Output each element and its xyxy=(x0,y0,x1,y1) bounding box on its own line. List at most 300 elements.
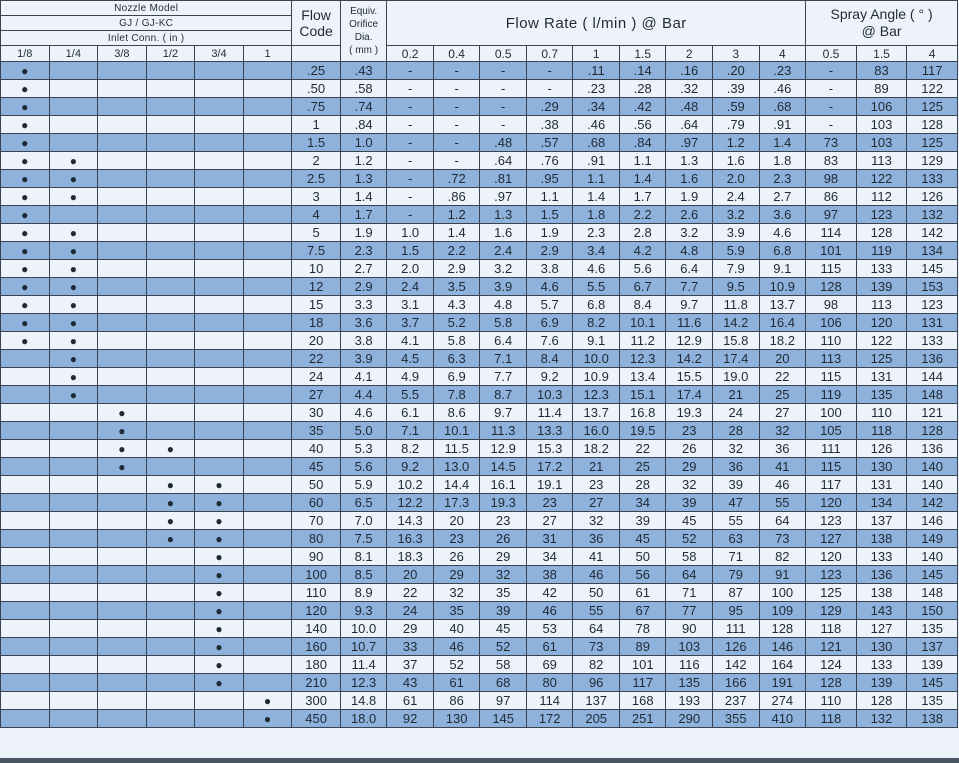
availability-dot-icon: ● xyxy=(69,262,77,276)
orifice-dia-cell: 2.9 xyxy=(340,278,387,296)
flow-rate-cell: 1.0 xyxy=(387,224,434,242)
table-row xyxy=(1,80,958,98)
spray-angle-cell: - xyxy=(806,98,857,116)
spray-angle-cell: 110 xyxy=(806,692,857,710)
inlet-cell xyxy=(243,710,292,728)
availability-dot-icon: ● xyxy=(215,478,223,492)
flow-rate-cell: 1.2 xyxy=(712,134,759,152)
inlet-cell xyxy=(49,404,98,422)
flow-rate-cell: 38 xyxy=(526,566,573,584)
availability-dot-icon: ● xyxy=(21,298,29,312)
orifice-dia-cell: 7.0 xyxy=(340,512,387,530)
flow-rate-cell: 2.0 xyxy=(387,260,434,278)
inlet-cell xyxy=(98,188,147,206)
flow-pressure-header: 2 xyxy=(666,46,713,62)
flow-code-cell: 22 xyxy=(292,350,341,368)
spray-angle-cell: 128 xyxy=(806,278,857,296)
flow-rate-cell: 61 xyxy=(433,674,480,692)
inlet-cell xyxy=(146,458,195,476)
inlet-cell xyxy=(146,494,195,512)
flow-rate-cell: 20 xyxy=(759,350,806,368)
spray-angle-cell: 100 xyxy=(806,404,857,422)
table-row xyxy=(1,368,958,386)
flow-rate-cell: 58 xyxy=(666,548,713,566)
inlet-cell xyxy=(49,152,98,170)
spray-angle-cell: - xyxy=(806,80,857,98)
flow-rate-cell: 142 xyxy=(712,656,759,674)
inlet-cell xyxy=(49,206,98,224)
orifice-dia-cell: 4.4 xyxy=(340,386,387,404)
flow-rate-cell: 61 xyxy=(387,692,434,710)
inlet-cell xyxy=(195,386,244,404)
flow-rate-cell: 1.1 xyxy=(526,188,573,206)
flow-rate-cell: 2.2 xyxy=(433,242,480,260)
availability-dot-icon: ● xyxy=(21,154,29,168)
flow-rate-cell: 100 xyxy=(759,584,806,602)
spray-angle-cell: 103 xyxy=(856,134,907,152)
inlet-cell xyxy=(243,278,292,296)
inlet-cell xyxy=(195,260,244,278)
flow-code-cell: 15 xyxy=(292,296,341,314)
spray-angle-cell: 121 xyxy=(806,638,857,656)
inlet-cell xyxy=(146,602,195,620)
flow-rate-cell: .95 xyxy=(526,170,573,188)
flow-rate-cell: - xyxy=(387,152,434,170)
spray-angle-cell: 111 xyxy=(806,440,857,458)
flow-rate-cell: 41 xyxy=(759,458,806,476)
availability-dot-icon: ● xyxy=(21,136,29,150)
inlet-cell xyxy=(195,206,244,224)
availability-dot-icon: ● xyxy=(215,568,223,582)
spray-angle-cell: 133 xyxy=(907,332,958,350)
inlet-cell xyxy=(243,458,292,476)
orifice-dia-cell: .74 xyxy=(340,98,387,116)
availability-dot-icon: ● xyxy=(69,298,77,312)
inlet-size-header: 1/2 xyxy=(146,46,195,62)
flow-rate-cell: 92 xyxy=(387,710,434,728)
pressure-header-row xyxy=(1,46,958,62)
flow-pressure-header: 0.5 xyxy=(480,46,527,62)
inlet-cell xyxy=(195,530,244,548)
inlet-cell xyxy=(98,242,147,260)
inlet-cell xyxy=(146,476,195,494)
table-row xyxy=(1,134,958,152)
flow-rate-cell: - xyxy=(526,80,573,98)
inlet-cell xyxy=(1,80,50,98)
flow-rate-cell: 1.6 xyxy=(712,152,759,170)
angle-pressure-header: 0.5 xyxy=(806,46,857,62)
flow-rate-cell: 290 xyxy=(666,710,713,728)
flow-rate-cell: 43 xyxy=(387,674,434,692)
flow-code-cell: 5 xyxy=(292,224,341,242)
flow-rate-cell: 4.6 xyxy=(526,278,573,296)
flow-rate-cell: 6.3 xyxy=(433,350,480,368)
flow-rate-cell: - xyxy=(480,116,527,134)
flow-rate-cell: - xyxy=(433,116,480,134)
inlet-cell xyxy=(49,350,98,368)
availability-dot-icon: ● xyxy=(215,640,223,654)
orifice-dia-cell: .43 xyxy=(340,62,387,80)
spray-angle-cell: 119 xyxy=(806,386,857,404)
flow-rate-cell: 39 xyxy=(712,476,759,494)
flow-rate-cell: 50 xyxy=(573,584,620,602)
equiv-line2: Orifice xyxy=(349,19,379,30)
flow-rate-cell: 11.5 xyxy=(433,440,480,458)
flow-rate-cell: - xyxy=(433,62,480,80)
flow-rate-cell: 45 xyxy=(480,620,527,638)
inlet-cell xyxy=(1,512,50,530)
flow-rate-cell: 2.4 xyxy=(712,188,759,206)
flow-rate-cell: 46 xyxy=(759,476,806,494)
inlet-cell xyxy=(98,206,147,224)
inlet-cell xyxy=(195,242,244,260)
flow-rate-cell: 205 xyxy=(573,710,620,728)
inlet-cell xyxy=(98,692,147,710)
flow-rate-cell: 3.1 xyxy=(387,296,434,314)
flow-rate-cell: 1.4 xyxy=(619,170,666,188)
inlet-cell xyxy=(49,530,98,548)
inlet-cell xyxy=(146,422,195,440)
flow-pressure-header: 4 xyxy=(759,46,806,62)
inlet-cell xyxy=(146,296,195,314)
inlet-cell xyxy=(98,224,147,242)
spray-angle-cell: 112 xyxy=(856,188,907,206)
spray-angle-cell: 138 xyxy=(856,530,907,548)
inlet-cell xyxy=(146,548,195,566)
inlet-cell xyxy=(195,134,244,152)
orifice-dia-cell: 1.3 xyxy=(340,170,387,188)
flow-rate-cell: 73 xyxy=(759,530,806,548)
flow-rate-cell: 56 xyxy=(619,566,666,584)
inlet-cell xyxy=(49,80,98,98)
flow-rate-cell: 4.1 xyxy=(387,332,434,350)
flow-rate-cell: 27 xyxy=(526,512,573,530)
flow-rate-cell: 2.8 xyxy=(619,224,666,242)
spray-angle-cell: 129 xyxy=(907,152,958,170)
spray-angle-cell: 131 xyxy=(907,314,958,332)
flow-rate-cell: 1.5 xyxy=(387,242,434,260)
flow-code-cell: 160 xyxy=(292,638,341,656)
availability-dot-icon: ● xyxy=(215,604,223,618)
inlet-cell xyxy=(1,152,50,170)
spray-angle-cell: 113 xyxy=(806,350,857,368)
inlet-cell xyxy=(49,260,98,278)
flow-rate-cell: 18.3 xyxy=(387,548,434,566)
spray-angle-cell: 131 xyxy=(856,368,907,386)
inlet-cell xyxy=(49,98,98,116)
spray-angle-cell: 125 xyxy=(907,98,958,116)
inlet-cell xyxy=(146,116,195,134)
flow-rate-cell: .46 xyxy=(759,80,806,98)
inlet-cell xyxy=(1,422,50,440)
inlet-cell xyxy=(243,116,292,134)
availability-dot-icon: ● xyxy=(69,370,77,384)
flow-rate-cell: 1.6 xyxy=(666,170,713,188)
inlet-cell xyxy=(243,566,292,584)
orifice-dia-cell: 10.7 xyxy=(340,638,387,656)
inlet-cell xyxy=(195,602,244,620)
flow-rate-cell: 6.4 xyxy=(666,260,713,278)
inlet-cell xyxy=(146,152,195,170)
table-row xyxy=(1,224,958,242)
availability-dot-icon: ● xyxy=(21,82,29,96)
table-row xyxy=(1,116,958,134)
spray-angle-cell: 145 xyxy=(907,566,958,584)
spray-angle-cell: 135 xyxy=(856,386,907,404)
flow-rate-cell: 4.3 xyxy=(433,296,480,314)
flow-rate-cell: 11.2 xyxy=(619,332,666,350)
inlet-cell xyxy=(195,656,244,674)
angle-pressure-header: 4 xyxy=(907,46,958,62)
table-row xyxy=(1,62,958,80)
flow-rate-cell: 36 xyxy=(573,530,620,548)
spray-angle-cell: 135 xyxy=(907,692,958,710)
inlet-cell xyxy=(1,656,50,674)
inlet-cell xyxy=(49,476,98,494)
flow-rate-cell: 13.7 xyxy=(759,296,806,314)
models-label: GJ / GJ-KC xyxy=(1,16,292,31)
inlet-cell xyxy=(98,134,147,152)
inlet-cell xyxy=(1,674,50,692)
inlet-cell xyxy=(1,332,50,350)
flow-rate-cell: 128 xyxy=(759,620,806,638)
flow-rate-cell: 1.3 xyxy=(480,206,527,224)
flow-rate-cell: .39 xyxy=(712,80,759,98)
flow-code-cell: 3 xyxy=(292,188,341,206)
inlet-cell xyxy=(195,440,244,458)
spray-angle-cell: 127 xyxy=(806,530,857,548)
flow-code-cell: .75 xyxy=(292,98,341,116)
inlet-cell xyxy=(243,602,292,620)
flow-rate-cell: 29 xyxy=(666,458,713,476)
orifice-dia-cell: 18.0 xyxy=(340,710,387,728)
spray-angle-cell: 106 xyxy=(856,98,907,116)
inlet-cell xyxy=(49,314,98,332)
table-row xyxy=(1,260,958,278)
flow-rate-cell: 23 xyxy=(573,476,620,494)
availability-dot-icon: ● xyxy=(69,244,77,258)
flow-rate-cell: 46 xyxy=(526,602,573,620)
inlet-cell xyxy=(146,674,195,692)
flow-rate-cell: - xyxy=(480,80,527,98)
flow-rate-cell: 16.1 xyxy=(480,476,527,494)
availability-dot-icon: ● xyxy=(21,334,29,348)
flow-pressure-header: 0.4 xyxy=(433,46,480,62)
flow-rate-cell: .32 xyxy=(666,80,713,98)
flow-rate-cell: 17.4 xyxy=(712,350,759,368)
flow-rate-cell: 15.1 xyxy=(619,386,666,404)
availability-dot-icon: ● xyxy=(69,190,77,204)
flow-code-cell: .25 xyxy=(292,62,341,80)
spray-angle-cell: 137 xyxy=(856,512,907,530)
inlet-cell xyxy=(243,296,292,314)
inlet-cell xyxy=(1,134,50,152)
table-row xyxy=(1,404,958,422)
spray-angle-cell: 132 xyxy=(856,710,907,728)
inlet-cell xyxy=(98,620,147,638)
flow-rate-cell: 146 xyxy=(759,638,806,656)
orifice-dia-cell: 3.3 xyxy=(340,296,387,314)
flow-code-cell: 2.5 xyxy=(292,170,341,188)
flow-rate-cell: .46 xyxy=(573,116,620,134)
table-row xyxy=(1,476,958,494)
flow-rate-cell: 12.9 xyxy=(480,440,527,458)
table-row xyxy=(1,494,958,512)
inlet-cell xyxy=(195,188,244,206)
orifice-dia-cell: 11.4 xyxy=(340,656,387,674)
flow-rate-cell: .68 xyxy=(573,134,620,152)
flow-rate-cell: 7.1 xyxy=(480,350,527,368)
flow-rate-cell: 9.1 xyxy=(759,260,806,278)
spray-angle-cell: 139 xyxy=(856,278,907,296)
flow-rate-cell: 17.4 xyxy=(666,386,713,404)
spray-angle-cell: 135 xyxy=(907,620,958,638)
spray-angle-cell: 120 xyxy=(806,548,857,566)
inlet-cell xyxy=(146,512,195,530)
spray-angle-cell: 128 xyxy=(856,692,907,710)
inlet-cell xyxy=(49,638,98,656)
flow-rate-cell: 33 xyxy=(387,638,434,656)
orifice-dia-cell: 1.7 xyxy=(340,206,387,224)
flow-rate-cell: 52 xyxy=(666,530,713,548)
inlet-cell xyxy=(1,476,50,494)
spray-angle-cell: 115 xyxy=(806,368,857,386)
flow-rate-cell: - xyxy=(387,62,434,80)
inlet-cell xyxy=(243,350,292,368)
inlet-cell xyxy=(98,80,147,98)
flow-rate-cell: 68 xyxy=(480,674,527,692)
availability-dot-icon: ● xyxy=(21,208,29,222)
orifice-dia-cell: 5.9 xyxy=(340,476,387,494)
flow-rate-cell: 61 xyxy=(619,584,666,602)
availability-dot-icon: ● xyxy=(215,496,223,510)
flow-rate-cell: .91 xyxy=(759,116,806,134)
inlet-conn-label: Inlet Conn. ( in ) xyxy=(1,31,292,46)
flow-rate-cell: 18.2 xyxy=(573,440,620,458)
inlet-cell xyxy=(146,98,195,116)
table-body xyxy=(1,62,958,728)
inlet-cell xyxy=(243,404,292,422)
table-row xyxy=(1,566,958,584)
flow-rate-cell: .84 xyxy=(619,134,666,152)
spray-angle-cell: 140 xyxy=(907,458,958,476)
orifice-dia-cell: 4.6 xyxy=(340,404,387,422)
flow-rate-cell: - xyxy=(433,152,480,170)
availability-dot-icon: ● xyxy=(118,406,126,420)
flow-rate-cell: 4.2 xyxy=(619,242,666,260)
inlet-cell xyxy=(195,350,244,368)
spray-angle-cell: 113 xyxy=(856,152,907,170)
availability-dot-icon: ● xyxy=(215,658,223,672)
availability-dot-icon: ● xyxy=(21,118,29,132)
flow-rate-cell: 1.1 xyxy=(619,152,666,170)
orifice-dia-cell: 2.7 xyxy=(340,260,387,278)
spray-angle-cell: 139 xyxy=(907,656,958,674)
flow-rate-cell: 117 xyxy=(619,674,666,692)
inlet-cell xyxy=(98,332,147,350)
orifice-dia-cell: 1.2 xyxy=(340,152,387,170)
flow-rate-cell: 3.8 xyxy=(526,260,573,278)
flow-rate-cell: 23 xyxy=(480,512,527,530)
spray-angle-cell: 120 xyxy=(856,314,907,332)
inlet-cell xyxy=(195,620,244,638)
flow-rate-cell: 5.2 xyxy=(433,314,480,332)
flow-rate-cell: 45 xyxy=(619,530,666,548)
flow-rate-cell: - xyxy=(387,188,434,206)
flow-rate-cell: 25 xyxy=(619,458,666,476)
flow-rate-cell: .11 xyxy=(573,62,620,80)
table-row xyxy=(1,458,958,476)
flow-rate-cell: 8.4 xyxy=(526,350,573,368)
flow-rate-cell: 32 xyxy=(712,440,759,458)
flow-rate-cell: 19.3 xyxy=(480,494,527,512)
inlet-cell xyxy=(49,602,98,620)
spray-angle-cell: 133 xyxy=(856,548,907,566)
spray-angle-cell: 115 xyxy=(806,260,857,278)
flow-rate-cell: 10.1 xyxy=(433,422,480,440)
availability-dot-icon: ● xyxy=(118,424,126,438)
flow-rate-cell: 166 xyxy=(712,674,759,692)
spray-angle-cell: 122 xyxy=(856,170,907,188)
orifice-dia-cell: 8.9 xyxy=(340,584,387,602)
table-row xyxy=(1,530,958,548)
spray-angle-cell: - xyxy=(806,116,857,134)
flow-code-cell: 35 xyxy=(292,422,341,440)
table-row xyxy=(1,620,958,638)
flow-rate-cell: 4.9 xyxy=(387,368,434,386)
inlet-cell xyxy=(243,512,292,530)
inlet-cell xyxy=(1,566,50,584)
flow-rate-cell: 55 xyxy=(573,602,620,620)
flow-rate-cell: 69 xyxy=(526,656,573,674)
spray-angle-cell: 128 xyxy=(856,224,907,242)
bottom-divider xyxy=(0,758,959,763)
orifice-dia-cell: .84 xyxy=(340,116,387,134)
inlet-cell xyxy=(146,314,195,332)
inlet-cell xyxy=(49,296,98,314)
spray-angle-cell: 86 xyxy=(806,188,857,206)
flow-rate-cell: .29 xyxy=(526,98,573,116)
flow-rate-cell: .79 xyxy=(712,116,759,134)
flow-code-cell: 40 xyxy=(292,440,341,458)
inlet-cell xyxy=(49,278,98,296)
flow-rate-cell: 22 xyxy=(759,368,806,386)
inlet-cell xyxy=(243,422,292,440)
spray-angle-cell: 131 xyxy=(856,476,907,494)
inlet-cell xyxy=(98,602,147,620)
flow-rate-cell: - xyxy=(387,116,434,134)
spray-angle-cell: 132 xyxy=(907,206,958,224)
flow-code-header xyxy=(292,1,341,46)
table-row xyxy=(1,656,958,674)
inlet-cell xyxy=(49,170,98,188)
flow-rate-cell: 11.3 xyxy=(480,422,527,440)
flow-rate-cell: 19.0 xyxy=(712,368,759,386)
table-row xyxy=(1,386,958,404)
flow-rate-cell: 2.4 xyxy=(387,278,434,296)
flow-rate-cell: .64 xyxy=(666,116,713,134)
spray-angle-cell: 114 xyxy=(806,224,857,242)
spray-angle-cell: 146 xyxy=(907,512,958,530)
flow-rate-cell: 19.5 xyxy=(619,422,666,440)
flow-rate-cell: 4.8 xyxy=(480,296,527,314)
flow-rate-cell: 9.1 xyxy=(573,332,620,350)
availability-dot-icon: ● xyxy=(21,280,29,294)
inlet-cell xyxy=(146,350,195,368)
flow-rate-cell: 2.4 xyxy=(480,242,527,260)
availability-dot-icon: ● xyxy=(215,550,223,564)
flow-rate-cell: 36 xyxy=(712,458,759,476)
